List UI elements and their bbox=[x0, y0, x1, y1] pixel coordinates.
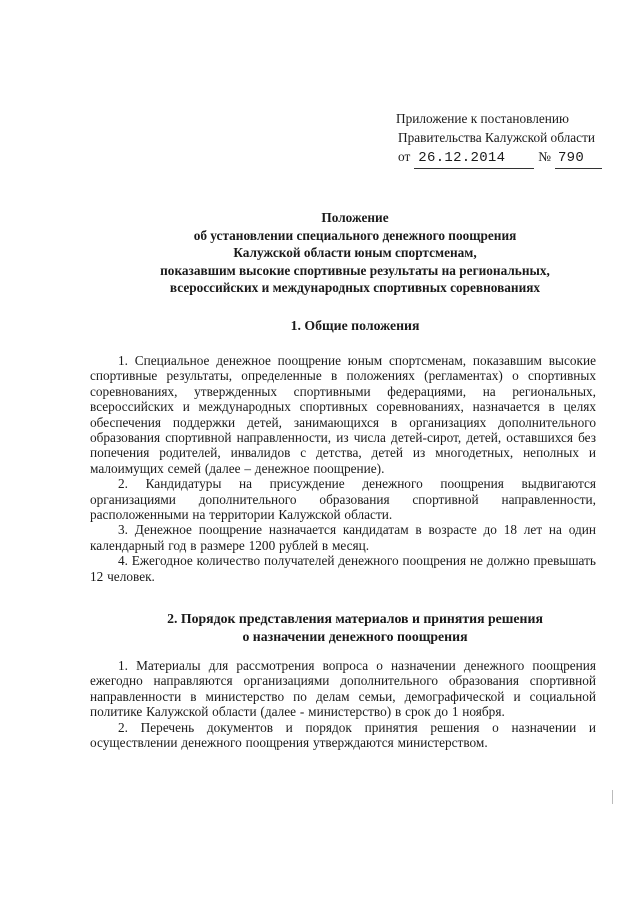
section-2-heading-line-1: 2. Порядок представления материалов и принятия решения bbox=[167, 611, 543, 626]
title-line-4: показавшим высокие спортивные результаты на региональных, bbox=[160, 262, 550, 278]
document-number: 790 bbox=[555, 149, 602, 169]
section-2-heading-line-2: о назначении денежного поощрения bbox=[242, 629, 468, 644]
section-2-paragraph-2: 2. Перечень документов и порядок принятия решения о назначении и осуществлении денежного поощрения утверждаются министерством. bbox=[90, 719, 596, 751]
attachment-header bbox=[396, 109, 616, 169]
title-line-3: Калужской области юным спортсменам, bbox=[233, 245, 477, 260]
section-2-body bbox=[90, 658, 596, 750]
attachment-line-2: Правительства Калужской области bbox=[398, 130, 595, 145]
number-label: № bbox=[538, 149, 551, 164]
section-1-paragraph-4: 4. Ежегодное количество получателей денежного поощрения не должно превышать 12 человек. bbox=[90, 553, 596, 584]
from-label: от bbox=[398, 149, 411, 164]
section-2-paragraph-1: 1. Материалы для рассмотрения вопроса о назначении денежного поощрения ежегодно направляются организациями дополнительного образования спортивной направленности в министерство по делам семьи, демографической и социальной политике Калужской области (далее - министерство) в срок до 1 ноября. bbox=[90, 658, 596, 720]
section-1-heading: 1. Общие положения bbox=[290, 318, 420, 333]
scan-mark bbox=[612, 790, 613, 804]
attachment-line-1: Приложение к постановлению bbox=[396, 111, 569, 126]
document-title bbox=[140, 209, 570, 297]
title-line-1: Положение bbox=[321, 210, 389, 225]
title-line-5: всероссийских и международных спортивных соревнованиях bbox=[169, 280, 541, 295]
title-line-2: об установлении специального денежного поощрения bbox=[193, 227, 517, 243]
section-2-heading bbox=[100, 610, 610, 646]
section-1-paragraph-2: 2. Кандидатуры на присуждение денежного поощрения выдвигаются организациями дополнительного образования спортивной направленности, расположенными на территории Калужской области. bbox=[90, 476, 596, 523]
section-1-body bbox=[90, 353, 596, 584]
section-1-paragraph-1: 1. Специальное денежное поощрение юным спортсменам, показавшим высокие спортивные результаты, определенные в положениях (регламентах) о спортивных соревнованиях, утвержденных спортивными федерациями, на региональных, всероссийских и международных спортивных соревнованиях, назначается в целях обеспечения поддержки детей, занимающихся в организациях дополнительного образования спортивной направленности, из числа детей-сирот, детей, оставшихся без попечения родителей, инвалидов с детства, детей из многодетных, неполных и малоимущих семей (далее – денежное поощрение). bbox=[90, 353, 596, 476]
document-date: 26.12.2014 bbox=[414, 149, 534, 169]
section-1-paragraph-3: 3. Денежное поощрение назначается кандидатам в возрасте до 18 лет на один календарный год в размере 1200 рублей в месяц. bbox=[90, 522, 596, 553]
attachment-date-number bbox=[396, 147, 616, 169]
